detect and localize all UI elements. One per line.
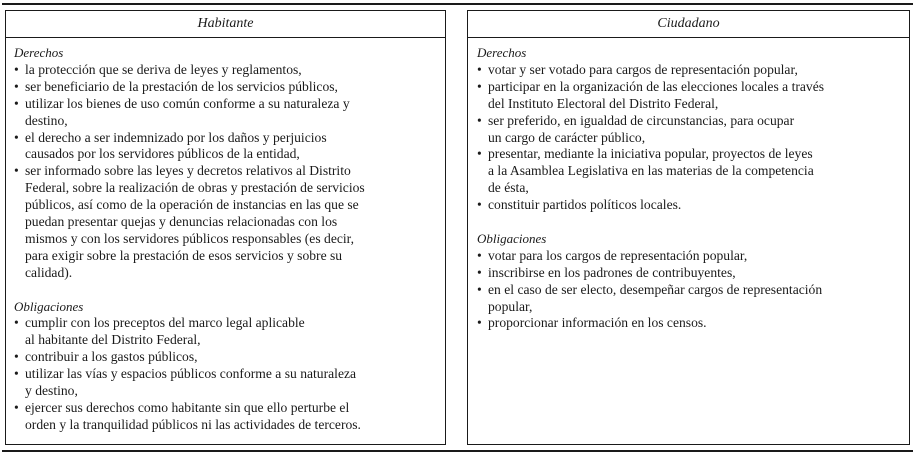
- list-item-text: causados por los servidores públicos de la entidad,: [25, 146, 300, 162]
- list-item: [477, 79, 905, 113]
- list-item-text: Federal, sobre la realización de obras y prestación de servicios: [25, 180, 365, 196]
- list-item-text: participar en la organización de las elecciones locales a través: [488, 78, 825, 94]
- list-item-text: inscribirse en los padrones de contribuyentes,: [488, 264, 736, 280]
- list-item-text: ser informado sobre las leyes y decretos relativos al Distrito: [25, 163, 351, 179]
- list-item: [477, 197, 905, 214]
- list-item-text: ser preferido, en igualdad de circunstancias, para ocupar: [488, 112, 795, 128]
- habitante-obligaciones-label: Obligaciones: [14, 298, 84, 314]
- list-item-text: orden y la tranquilidad públicos ni las actividades de terceros.: [25, 416, 361, 432]
- list-item-text: votar y ser votado para cargos de representación popular,: [488, 61, 798, 77]
- bullet-icon: •: [477, 315, 482, 331]
- list-item-text: ser beneficiario de la prestación de los servicios públicos,: [25, 78, 338, 94]
- ciudadano-derechos-label: Derechos: [477, 45, 527, 60]
- top-rule: [2, 3, 913, 5]
- list-item-text: cumplir con los preceptos del marco legal aplicable: [25, 315, 305, 331]
- list-item: [477, 282, 905, 316]
- bullet-icon: •: [477, 281, 482, 297]
- list-item-text: puedan presentar quejas y denuncias relacionadas con los: [25, 214, 338, 230]
- bullet-icon: •: [14, 349, 19, 365]
- bullet-icon: •: [477, 78, 482, 94]
- list-item-text: de ésta,: [488, 180, 529, 196]
- list-item-text: contribuir a los gastos públicos,: [25, 349, 198, 365]
- list-item: [14, 366, 439, 400]
- list-item: [477, 146, 905, 197]
- bullet-icon: •: [14, 129, 19, 145]
- ciudadano-obligaciones-label: Obligaciones: [477, 230, 547, 246]
- list-item-text: utilizar las vías y espacios públicos conforme a su naturaleza: [25, 366, 357, 382]
- habitante-derechos-list: [14, 62, 439, 282]
- list-item: [14, 400, 439, 434]
- list-item-text: proporcionar información en los censos.: [488, 315, 707, 331]
- habitante-derechos-label: Derechos: [14, 45, 64, 60]
- list-item: [14, 163, 439, 281]
- bullet-icon: •: [14, 78, 19, 94]
- bullet-icon: •: [14, 61, 19, 77]
- list-item-text: votar para los cargos de representación popular,: [488, 247, 748, 263]
- bullet-icon: •: [14, 163, 19, 179]
- list-item-text: ejercer sus derechos como habitante sin que ello perturbe el: [25, 400, 350, 416]
- bottom-rule: [2, 450, 913, 452]
- bullet-icon: •: [477, 197, 482, 213]
- list-item: [14, 96, 439, 130]
- list-item-text: la protección que se deriva de leyes y reglamentos,: [25, 61, 302, 77]
- habitante-column: [5, 10, 446, 445]
- list-item-text: calidad).: [25, 264, 73, 280]
- list-item-text: a la Asamblea Legislativa en las materias de la competencia: [488, 163, 814, 179]
- bullet-icon: •: [477, 146, 482, 162]
- list-item-text: mismos y con los servidores públicos responsables (es decir,: [25, 230, 355, 246]
- list-item: [477, 265, 905, 282]
- list-item: [477, 62, 905, 79]
- habitante-obligaciones-list: [14, 315, 439, 433]
- list-item-text: un cargo de carácter público,: [488, 129, 646, 145]
- ciudadano-header: Ciudadano: [468, 11, 909, 38]
- list-item: [477, 113, 905, 147]
- list-item-text: presentar, mediante la iniciativa popular, proyectos de leyes: [488, 146, 813, 162]
- list-item: [14, 349, 439, 366]
- bullet-icon: •: [14, 315, 19, 331]
- list-item-text: al habitante del Distrito Federal,: [25, 332, 201, 348]
- bullet-icon: •: [14, 366, 19, 382]
- list-item-text: para exigir sobre la prestación de esos servicios y sobre su: [25, 247, 343, 263]
- list-item: [14, 79, 439, 96]
- bullet-icon: •: [477, 264, 482, 280]
- list-item: [477, 248, 905, 265]
- list-item: [477, 315, 905, 332]
- list-item-text: constituir partidos políticos locales.: [488, 197, 682, 213]
- bullet-icon: •: [477, 112, 482, 128]
- bullet-icon: •: [477, 61, 482, 77]
- list-item-text: y destino,: [25, 383, 78, 399]
- ciudadano-obligaciones-list: [477, 248, 905, 333]
- list-item-text: del Instituto Electoral del Distrito Federal,: [488, 95, 719, 111]
- list-item: [14, 130, 439, 164]
- bullet-icon: •: [14, 95, 19, 111]
- ciudadano-column: [467, 10, 910, 445]
- list-item-text: en el caso de ser electo, desempeñar cargos de representación: [488, 281, 823, 297]
- bullet-icon: •: [14, 400, 19, 416]
- list-item: [14, 62, 439, 79]
- habitante-header: Habitante: [6, 11, 445, 38]
- list-item-text: popular,: [488, 298, 533, 314]
- list-item-text: destino,: [25, 112, 68, 128]
- list-item-text: públicos, así como de la operación de instancias en las que se: [25, 197, 359, 213]
- list-item-text: el derecho a ser indemnizado por los daños y perjuicios: [25, 129, 327, 145]
- bullet-icon: •: [477, 247, 482, 263]
- ciudadano-derechos-list: [477, 62, 905, 214]
- list-item-text: utilizar los bienes de uso común conforme a su naturaleza y: [25, 95, 350, 111]
- list-item: [14, 315, 439, 349]
